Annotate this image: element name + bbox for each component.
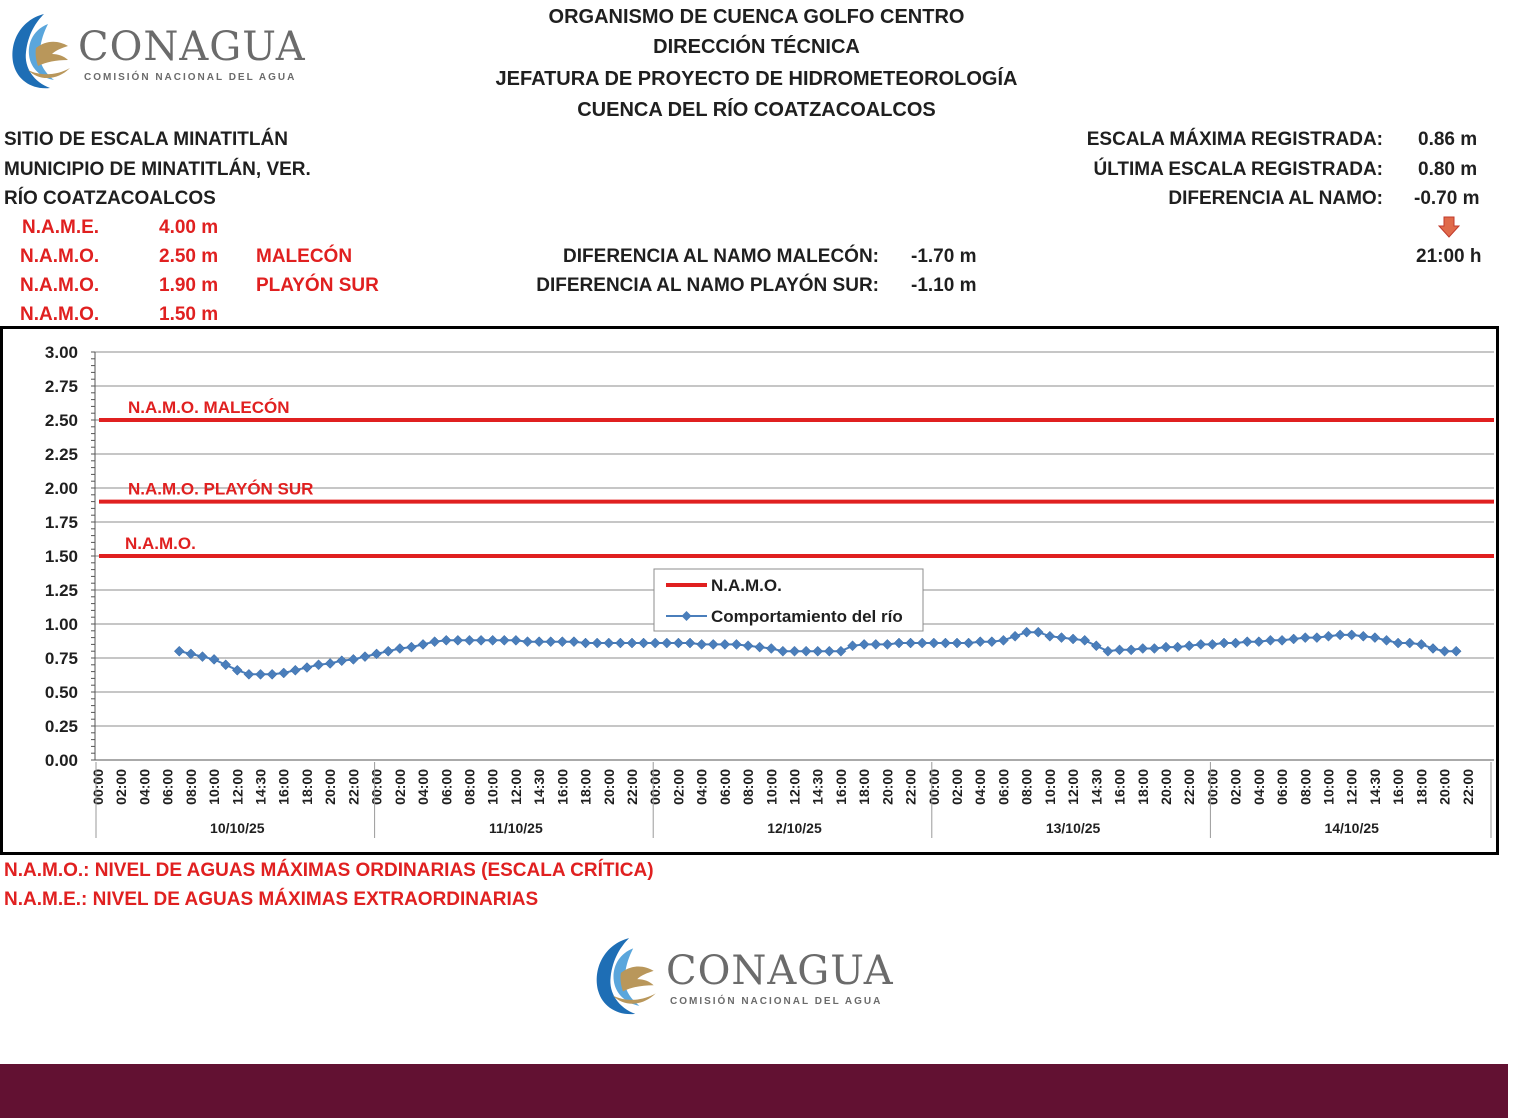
x-tick-label: 16:00 — [1390, 769, 1407, 805]
data-point — [1428, 643, 1438, 653]
data-point — [546, 637, 556, 647]
data-point — [1440, 646, 1450, 656]
data-point — [650, 638, 660, 648]
conagua-emblem-icon — [590, 934, 662, 1018]
data-point — [1184, 641, 1194, 651]
x-tick-label: 16:00 — [554, 769, 571, 805]
data-point — [453, 635, 463, 645]
x-tick-label: 04:00 — [693, 769, 710, 805]
x-tick-label: 06:00 — [716, 769, 733, 805]
y-tick-label: 2.00 — [44, 479, 78, 498]
x-tick-label: 00:00 — [925, 769, 942, 805]
data-point — [1207, 639, 1217, 649]
data-point — [267, 669, 277, 679]
diff-playon-label: DIFERENCIA AL NAMO PLAYÓN SUR: — [536, 275, 879, 296]
x-tick-label: 22:00 — [1459, 769, 1476, 805]
x-tick-label: 14:30 — [531, 769, 548, 805]
data-point — [430, 637, 440, 647]
level-label: N.A.M.O. — [20, 246, 100, 267]
data-point — [395, 643, 405, 653]
data-point — [1300, 633, 1310, 643]
data-point — [662, 638, 672, 648]
data-point — [1231, 638, 1241, 648]
site-name: SITIO DE ESCALA MINATITLÁN — [4, 129, 288, 150]
data-point — [859, 639, 869, 649]
data-point — [1103, 646, 1113, 656]
data-point — [1149, 643, 1159, 653]
data-point — [1451, 646, 1461, 656]
y-tick-label: 0.00 — [44, 751, 78, 770]
x-tick-label: 00:00 — [1204, 769, 1221, 805]
x-tick-label: 14:30 — [252, 769, 269, 805]
data-point — [209, 654, 219, 664]
x-tick-label: 20:00 — [1157, 769, 1174, 805]
data-point — [441, 635, 451, 645]
x-tick-label: 14:30 — [1366, 769, 1383, 805]
site-municipality: MUNICIPIO DE MINATITLÁN, VER. — [4, 159, 311, 180]
data-point — [197, 652, 207, 662]
y-tick-label: 1.75 — [44, 513, 78, 532]
x-tick-label: 18:00 — [856, 769, 873, 805]
data-point — [314, 660, 324, 670]
data-point — [1173, 642, 1183, 652]
x-tick-label: 04:00 — [1250, 769, 1267, 805]
y-tick-label: 2.75 — [44, 377, 78, 396]
data-point — [882, 639, 892, 649]
data-point — [581, 638, 591, 648]
level-place: PLAYÓN SUR — [256, 275, 379, 296]
legend-label: Comportamiento del río — [711, 607, 903, 626]
data-point — [337, 656, 347, 666]
data-point — [987, 637, 997, 647]
x-tick-label: 08:00 — [1018, 769, 1035, 805]
data-point — [998, 635, 1008, 645]
x-tick-label: 04:00 — [415, 769, 432, 805]
data-point — [569, 637, 579, 647]
data-point — [1033, 627, 1043, 637]
x-tick-label: 12:00 — [786, 769, 803, 805]
data-point — [1022, 627, 1032, 637]
chart-frame — [0, 326, 1499, 855]
logo-wordmark: CONAGUA — [666, 948, 894, 994]
data-point — [1405, 638, 1415, 648]
data-point — [917, 638, 927, 648]
data-point — [697, 639, 707, 649]
x-tick-label: 16:00 — [275, 769, 292, 805]
data-point — [325, 658, 335, 668]
x-tick-label: 22:00 — [345, 769, 362, 805]
max-scale-value: 0.86 m — [1418, 129, 1478, 150]
data-point — [279, 668, 289, 678]
data-point — [1115, 645, 1125, 655]
data-point — [1091, 641, 1101, 651]
data-point — [708, 639, 718, 649]
day-label: 13/10/25 — [1045, 820, 1101, 836]
y-tick-label: 1.00 — [44, 615, 78, 634]
logo-subtitle: COMISIÓN NACIONAL DEL AGUA — [84, 72, 297, 83]
data-point — [592, 638, 602, 648]
x-tick-label: 14:30 — [1088, 769, 1105, 805]
x-tick-label: 10:00 — [484, 769, 501, 805]
data-point — [244, 669, 254, 679]
data-point — [894, 638, 904, 648]
data-point — [1045, 631, 1055, 641]
x-tick-label: 20:00 — [879, 769, 896, 805]
level-value: 2.50 m — [159, 246, 219, 267]
x-tick-label: 18:00 — [577, 769, 594, 805]
data-point — [499, 635, 509, 645]
x-tick-label: 04:00 — [972, 769, 989, 805]
x-tick-label: 16:00 — [832, 769, 849, 805]
x-tick-label: 02:00 — [670, 769, 687, 805]
level-label: N.A.M.O. — [20, 275, 100, 296]
x-tick-label: 20:00 — [322, 769, 339, 805]
x-tick-label: 18:00 — [1134, 769, 1151, 805]
x-tick-label: 22:00 — [1181, 769, 1198, 805]
data-point — [1080, 635, 1090, 645]
level-label: N.A.M.O. — [20, 304, 100, 325]
site-river: RÍO COATZACOALCOS — [4, 188, 216, 209]
conagua-logo-bottom — [590, 934, 930, 1020]
data-point — [755, 642, 765, 652]
x-tick-label: 08:00 — [740, 769, 757, 805]
data-point — [383, 646, 393, 656]
x-tick-label: 20:00 — [1436, 769, 1453, 805]
y-tick-label: 2.25 — [44, 445, 78, 464]
x-tick-label: 10:00 — [1320, 769, 1337, 805]
x-tick-label: 06:00 — [1274, 769, 1291, 805]
data-point — [731, 639, 741, 649]
x-tick-label: 06:00 — [995, 769, 1012, 805]
data-point — [1068, 634, 1078, 644]
data-point — [1138, 643, 1148, 653]
data-point — [1242, 637, 1252, 647]
data-point — [801, 646, 811, 656]
data-point — [476, 635, 486, 645]
x-tick-label: 12:00 — [507, 769, 524, 805]
data-point — [1219, 638, 1229, 648]
header-basin: CUENCA DEL RÍO COATZACOALCOS — [577, 99, 936, 121]
data-point — [1312, 633, 1322, 643]
data-point — [604, 638, 614, 648]
data-point — [1323, 631, 1333, 641]
data-point — [406, 642, 416, 652]
data-point — [372, 649, 382, 659]
river-level-chart — [3, 329, 1496, 852]
data-point — [1056, 633, 1066, 643]
x-tick-label: 10:00 — [206, 769, 223, 805]
x-tick-label: 12:00 — [1343, 769, 1360, 805]
threshold-label: N.A.M.O. — [125, 534, 196, 553]
data-point — [290, 665, 300, 675]
data-point — [1126, 645, 1136, 655]
x-tick-label: 22:00 — [623, 769, 640, 805]
level-place: MALECÓN — [256, 246, 353, 267]
x-tick-label: 02:00 — [949, 769, 966, 805]
data-point — [1277, 635, 1287, 645]
x-tick-label: 00:00 — [368, 769, 385, 805]
day-label: 10/10/25 — [210, 820, 265, 836]
data-point — [615, 638, 625, 648]
header-direction: DIRECCIÓN TÉCNICA — [653, 36, 860, 58]
x-tick-label: 14:30 — [809, 769, 826, 805]
data-point — [1382, 635, 1392, 645]
legend-label: N.A.M.O. — [711, 576, 782, 595]
y-tick-label: 2.50 — [44, 411, 78, 430]
y-tick-label: 1.50 — [44, 547, 78, 566]
data-point — [790, 646, 800, 656]
x-tick-label: 06:00 — [438, 769, 455, 805]
data-point — [464, 635, 474, 645]
diff-malecon-value: -1.70 m — [911, 246, 977, 267]
y-tick-label: 0.50 — [44, 683, 78, 702]
data-point — [534, 637, 544, 647]
x-tick-label: 18:00 — [1413, 769, 1430, 805]
data-point — [186, 649, 196, 659]
data-point — [348, 654, 358, 664]
logo-subtitle: COMISIÓN NACIONAL DEL AGUA — [670, 996, 883, 1007]
data-point — [720, 639, 730, 649]
x-tick-label: 08:00 — [461, 769, 478, 805]
data-point — [1254, 637, 1264, 647]
data-point — [256, 669, 266, 679]
footer-band — [0, 1064, 1508, 1118]
arrow-down-icon — [1438, 216, 1460, 238]
data-point — [1161, 642, 1171, 652]
data-point — [511, 635, 521, 645]
x-tick-label: 02:00 — [113, 769, 130, 805]
data-point — [824, 646, 834, 656]
day-label: 14/10/25 — [1324, 820, 1379, 836]
x-tick-label: 06:00 — [159, 769, 176, 805]
x-tick-label: 12:00 — [1065, 769, 1082, 805]
data-point — [1347, 630, 1357, 640]
x-tick-label: 02:00 — [1227, 769, 1244, 805]
data-point — [743, 641, 753, 651]
y-tick-label: 0.75 — [44, 649, 78, 668]
x-tick-label: 12:00 — [229, 769, 246, 805]
data-point — [871, 639, 881, 649]
data-point — [174, 646, 184, 656]
x-tick-label: 16:00 — [1111, 769, 1128, 805]
diff-namo-value: -0.70 m — [1414, 188, 1480, 209]
data-point — [1265, 635, 1275, 645]
x-tick-label: 20:00 — [600, 769, 617, 805]
data-point — [1010, 631, 1020, 641]
data-point — [1289, 634, 1299, 644]
note-namo: N.A.M.O.: NIVEL DE AGUAS MÁXIMAS ORDINARIAS (ESCALA CRÍTICA) — [4, 860, 654, 881]
x-tick-label: 00:00 — [90, 769, 106, 805]
header-project: JEFATURA DE PROYECTO DE HIDROMETEOROLOGÍA — [495, 68, 1018, 90]
level-value: 1.90 m — [159, 275, 219, 296]
data-point — [1358, 631, 1368, 641]
level-label: N.A.M.E. — [22, 217, 100, 238]
level-value: 4.00 m — [159, 217, 219, 238]
data-point — [836, 646, 846, 656]
data-point — [488, 635, 498, 645]
data-point — [848, 641, 858, 651]
data-point — [964, 638, 974, 648]
diff-malecon-label: DIFERENCIA AL NAMO MALECÓN: — [563, 246, 879, 267]
data-point — [952, 638, 962, 648]
data-point — [1416, 639, 1426, 649]
x-tick-label: 04:00 — [136, 769, 153, 805]
data-point — [1393, 638, 1403, 648]
y-tick-label: 3.00 — [44, 343, 78, 362]
last-reading-time: 21:00 h — [1416, 246, 1482, 267]
diff-playon-value: -1.10 m — [911, 275, 977, 296]
data-point — [673, 638, 683, 648]
x-tick-label: 08:00 — [1297, 769, 1314, 805]
data-point — [778, 646, 788, 656]
data-point — [221, 660, 231, 670]
data-point — [929, 638, 939, 648]
last-scale-value: 0.80 m — [1418, 159, 1478, 180]
day-label: 12/10/25 — [767, 820, 822, 836]
data-point — [1335, 630, 1345, 640]
threshold-label: N.A.M.O. PLAYÓN SUR — [128, 479, 314, 499]
x-tick-label: 02:00 — [391, 769, 408, 805]
note-name: N.A.M.E.: NIVEL DE AGUAS MÁXIMAS EXTRAORDINARIAS — [4, 889, 539, 910]
last-scale-label: ÚLTIMA ESCALA REGISTRADA: — [1093, 159, 1383, 180]
data-point — [523, 637, 533, 647]
data-point — [1196, 639, 1206, 649]
y-tick-label: 0.25 — [44, 717, 78, 736]
x-tick-label: 10:00 — [1041, 769, 1058, 805]
x-tick-label: 22:00 — [902, 769, 919, 805]
data-point — [639, 638, 649, 648]
data-point — [232, 665, 242, 675]
logo-wordmark: CONAGUA — [78, 24, 306, 70]
header-organism: ORGANISMO DE CUENCA GOLFO CENTRO — [548, 6, 965, 28]
diff-namo-label: DIFERENCIA AL NAMO: — [1168, 188, 1383, 209]
x-tick-label: 10:00 — [763, 769, 780, 805]
data-point — [627, 638, 637, 648]
y-tick-label: 1.25 — [44, 581, 78, 600]
x-tick-label: 00:00 — [647, 769, 664, 805]
data-point — [906, 638, 916, 648]
x-tick-label: 18:00 — [298, 769, 315, 805]
x-tick-label: 08:00 — [182, 769, 199, 805]
threshold-label: N.A.M.O. MALECÓN — [128, 398, 290, 417]
data-point — [685, 638, 695, 648]
data-point — [360, 652, 370, 662]
data-point — [813, 646, 823, 656]
data-point — [766, 643, 776, 653]
data-point — [557, 637, 567, 647]
data-point — [302, 663, 312, 673]
data-point — [975, 637, 985, 647]
level-value: 1.50 m — [159, 304, 219, 325]
data-point — [940, 638, 950, 648]
max-scale-label: ESCALA MÁXIMA REGISTRADA: — [1086, 129, 1383, 150]
data-point — [1370, 633, 1380, 643]
data-point — [418, 639, 428, 649]
day-label: 11/10/25 — [489, 820, 543, 836]
